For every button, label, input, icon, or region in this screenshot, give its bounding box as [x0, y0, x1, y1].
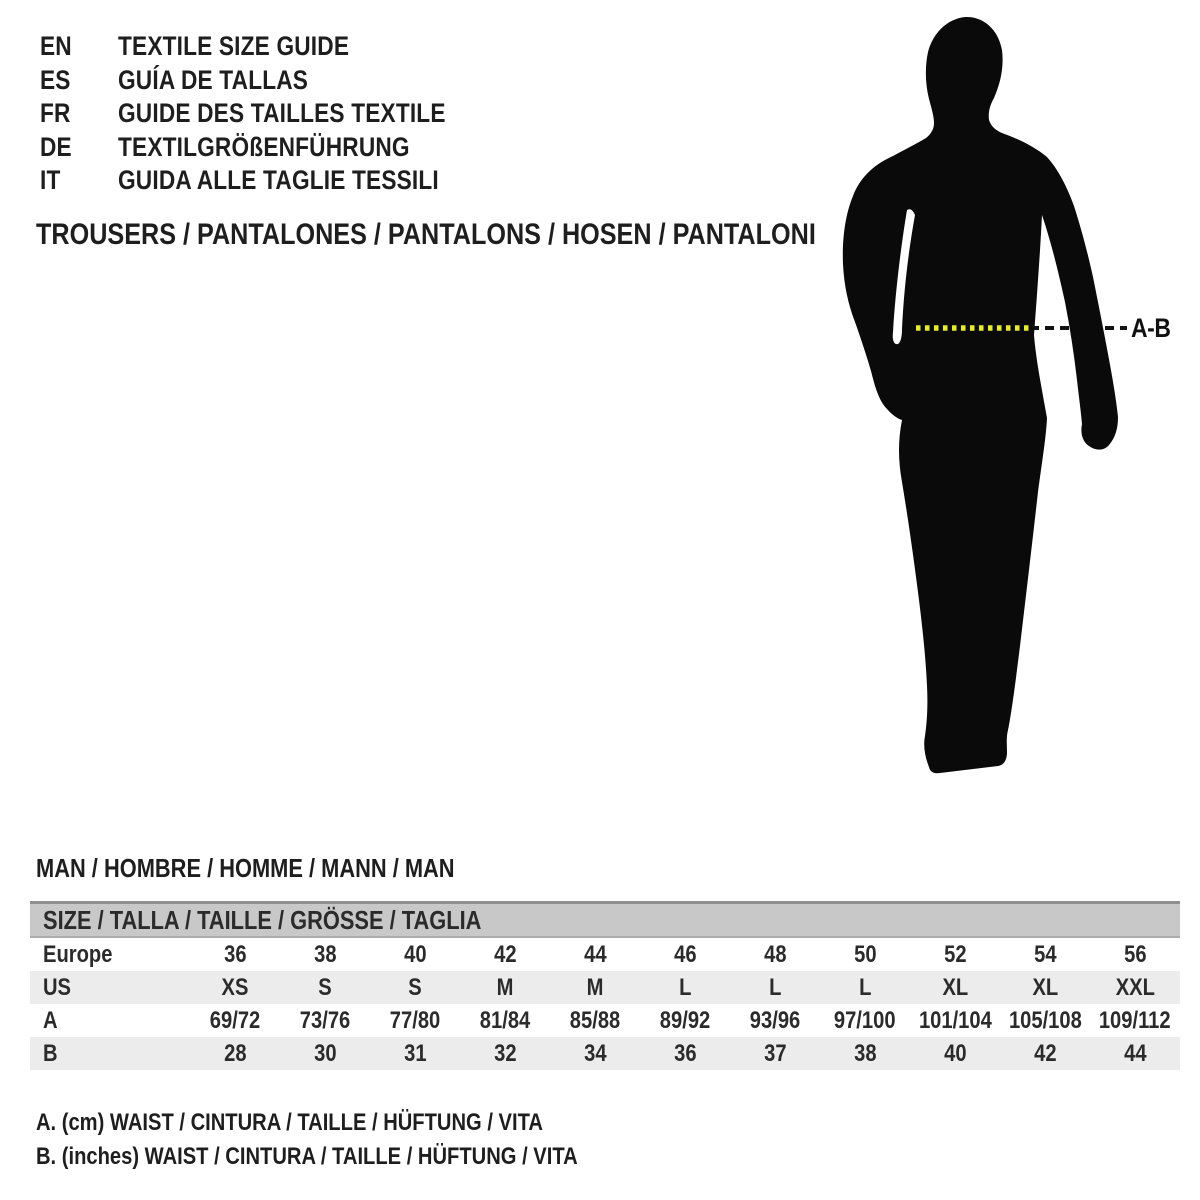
table-cell: 32 — [493, 1040, 517, 1067]
table-row-a-cm — [30, 1004, 1180, 1037]
section-heading — [36, 853, 534, 883]
footnote-a-text: A. (cm) WAIST / CINTURA / TAILLE / HÜFTUNG / VITA — [36, 1109, 543, 1136]
footnote-a-cm — [36, 1110, 640, 1136]
table-cell: 44 — [583, 941, 607, 968]
table-cell: 38 — [853, 1040, 877, 1067]
language-row-en — [40, 30, 508, 64]
language-code-es: ES — [40, 64, 71, 95]
language-title-fr: GUIDE DES TAILLES TEXTILE — [118, 98, 446, 128]
table-cell: 44 — [1123, 1040, 1147, 1067]
table-cell: 48 — [763, 941, 787, 968]
table-cell: 46 — [673, 941, 697, 968]
table-cell: 40 — [403, 941, 427, 968]
table-cell: S — [318, 974, 332, 1001]
row-label: A — [43, 1007, 58, 1034]
table-cell: M — [586, 974, 604, 1001]
table-cell: 89/92 — [659, 1007, 711, 1034]
table-cell: 81/84 — [479, 1007, 531, 1034]
measure-label: A-B — [1131, 313, 1170, 344]
language-title-es: GUÍA DE TALLAS — [118, 64, 309, 95]
table-cell: 42 — [493, 941, 517, 968]
table-cell: 85/88 — [569, 1007, 621, 1034]
table-row-us — [30, 971, 1180, 1004]
silhouette-svg — [830, 10, 1170, 790]
table-row-europe — [30, 938, 1180, 971]
table-cell: M — [496, 974, 514, 1001]
row-label: US — [43, 974, 72, 1001]
table-cell: XL — [942, 974, 968, 1001]
table-cell: 101/104 — [918, 1007, 992, 1034]
category-heading — [36, 220, 964, 250]
table-cell: 105/108 — [1008, 1007, 1082, 1034]
language-row-es — [40, 64, 508, 98]
size-table-header — [30, 901, 1180, 938]
language-row-fr — [40, 97, 508, 131]
language-code-it: IT — [40, 165, 61, 195]
language-title-list — [40, 30, 508, 198]
table-cell: 97/100 — [834, 1007, 896, 1034]
table-cell: L — [768, 974, 782, 1001]
table-cell: XXL — [1115, 974, 1155, 1001]
table-cell: 37 — [763, 1040, 787, 1067]
table-cell: 28 — [223, 1040, 247, 1067]
table-cell: 69/72 — [209, 1007, 261, 1034]
section-heading-text: MAN / HOMBRE / HOMME / MANN / MAN — [36, 853, 455, 883]
footnote-b-text: B. (inches) WAIST / CINTURA / TAILLE / HÜFTUNG / VITA — [36, 1143, 578, 1170]
table-cell: XL — [1032, 974, 1058, 1001]
table-cell: 56 — [1123, 941, 1147, 968]
table-cell: 31 — [403, 1040, 427, 1067]
male-silhouette-figure — [830, 10, 1170, 790]
language-code-en: EN — [40, 31, 72, 61]
language-code-de: DE — [40, 131, 72, 162]
language-title-it: GUIDA ALLE TAGLIE TESSILI — [118, 165, 439, 195]
table-cell: 42 — [1033, 1040, 1057, 1067]
size-table-header-text: SIZE / TALLA / TAILLE / GRÖSSE / TAGLIA — [43, 905, 482, 935]
language-row-it — [40, 164, 508, 198]
size-table — [30, 901, 1180, 1070]
table-cell: 73/76 — [299, 1007, 351, 1034]
table-cell: 38 — [313, 941, 337, 968]
table-row-b-inches — [30, 1037, 1180, 1070]
table-cell: L — [858, 974, 872, 1001]
language-code-fr: FR — [40, 98, 71, 128]
table-cell: 93/96 — [749, 1007, 801, 1034]
language-title-de: TEXTILGRÖßENFÜHRUNG — [118, 131, 410, 162]
table-cell: 109/112 — [1099, 1007, 1171, 1034]
table-cell: 36 — [673, 1040, 697, 1067]
footnote-b-inches — [36, 1144, 681, 1170]
table-cell: 40 — [943, 1040, 967, 1067]
table-cell: S — [408, 974, 422, 1001]
row-label: Europe — [43, 941, 113, 968]
table-cell: 54 — [1033, 941, 1057, 968]
language-row-de — [40, 131, 508, 165]
table-cell: 52 — [943, 941, 967, 968]
table-cell: 34 — [583, 1040, 607, 1067]
row-label: B — [43, 1040, 58, 1067]
category-heading-text: TROUSERS / PANTALONES / PANTALONS / HOSEN / PANTALONI — [36, 218, 816, 251]
table-cell: L — [678, 974, 692, 1001]
table-cell: 30 — [313, 1040, 337, 1067]
table-cell: 50 — [853, 941, 877, 968]
man-silhouette — [843, 17, 1118, 773]
language-title-en: TEXTILE SIZE GUIDE — [118, 31, 350, 61]
table-cell: XS — [221, 974, 249, 1001]
table-cell: 36 — [223, 941, 247, 968]
table-cell: 77/80 — [389, 1007, 441, 1034]
